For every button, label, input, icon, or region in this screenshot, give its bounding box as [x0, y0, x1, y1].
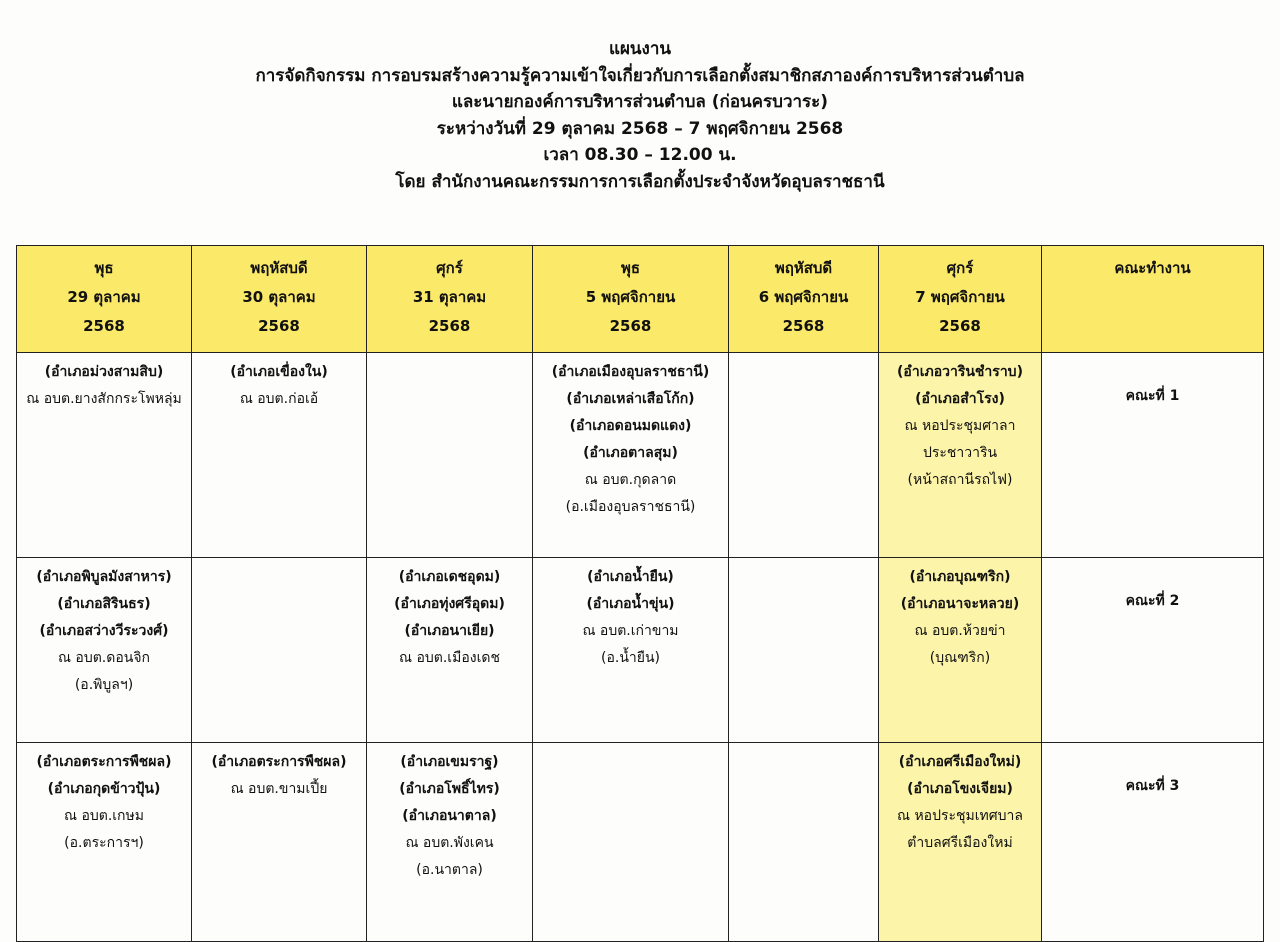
column-header: ศุกร์ 31 ตุลาคม 2568	[367, 246, 533, 353]
column-header: พุธ 5 พฤศจิกายน 2568	[533, 246, 729, 353]
schedule-cell-highlighted: (อำเภอบุณฑริก) (อำเภอนาจะหลวย) ณ อบต.ห้วยข่า (บุณฑริก)	[879, 558, 1042, 743]
schedule-cell: (อำเภอเดชอุดม) (อำเภอทุ่งศรีอุดม) (อำเภอนาเยีย) ณ อบต.เมืองเดช	[367, 558, 533, 743]
document-heading	[0, 36, 1280, 195]
team-cell: คณะที่ 1	[1042, 353, 1264, 558]
heading-line-6: โดย สำนักงานคณะกรรมการการเลือกตั้งประจำจังหวัดอุบลราชธานี	[395, 171, 885, 192]
column-header: พฤหัสบดี 30 ตุลาคม 2568	[192, 246, 367, 353]
column-header: ศุกร์ 7 พฤศจิกายน 2568	[879, 246, 1042, 353]
schedule-cell: (อำเภอน้ำยืน) (อำเภอน้ำขุ่น) ณ อบต.เก่าขาม (อ.น้ำยืน)	[533, 558, 729, 743]
heading-line-5: เวลา 08.30 – 12.00 น.	[543, 145, 737, 165]
schedule-cell: (อำเภอม่วงสามสิบ) ณ อบต.ยางสักกระโพหลุ่ม	[17, 353, 192, 558]
heading-line-3: และนายกองค์การบริหารส่วนตำบล (ก่อนครบวาระ)	[451, 92, 829, 112]
schedule-cell: (อำเภอตระการพืชผล) (อำเภอกุดข้าวปุ้น) ณ อบต.เกษม (อ.ตระการฯ)	[17, 743, 192, 942]
table-row	[17, 558, 1264, 743]
schedule-cell: (อำเภอพิบูลมังสาหาร) (อำเภอสิรินธร) (อำเภอสว่างวีระวงศ์) ณ อบต.ดอนจิก (อ.พิบูลฯ)	[17, 558, 192, 743]
schedule-cell	[533, 743, 729, 942]
schedule-cell-highlighted: (อำเภอศรีเมืองใหม่) (อำเภอโขงเจียม) ณ หอประชุมเทศบาล ตำบลศรีเมืองใหม่	[879, 743, 1042, 942]
schedule-cell: (อำเภอเมืองอุบลราชธานี) (อำเภอเหล่าเสือโก้ก) (อำเภอดอนมดแดง) (อำเภอตาลสุม) ณ อบต.กุดลาด (อ.เมืองอุบลราชธานี)	[533, 353, 729, 558]
schedule-table	[16, 245, 1264, 942]
schedule-cell	[729, 558, 879, 743]
table-row	[17, 353, 1264, 558]
table-row	[17, 743, 1264, 942]
schedule-cell: (อำเภอตระการพืชผล) ณ อบต.ขามเปี้ย	[192, 743, 367, 942]
schedule-cell: (อำเภอเขื่องใน) ณ อบต.ก่อเอ้	[192, 353, 367, 558]
schedule-cell-highlighted: (อำเภอวารินชำราบ) (อำเภอสำโรง) ณ หอประชุมศาลา ประชาวาริน (หน้าสถานีรถไฟ)	[879, 353, 1042, 558]
schedule-cell	[729, 743, 879, 942]
column-header: พุธ 29 ตุลาคม 2568	[17, 246, 192, 353]
schedule-cell	[192, 558, 367, 743]
schedule-cell	[729, 353, 879, 558]
schedule-cell	[367, 353, 533, 558]
team-column-header: คณะทำงาน	[1042, 246, 1264, 353]
column-header: พฤหัสบดี 6 พฤศจิกายน 2568	[729, 246, 879, 353]
team-cell: คณะที่ 3	[1042, 743, 1264, 942]
heading-line-4: ระหว่างวันที่ 29 ตุลาคม 2568 – 7 พฤศจิกายน 2568	[436, 118, 844, 139]
heading-line-2: การจัดกิจกรรม การอบรมสร้างความรู้ความเข้าใจเกี่ยวกับการเลือกตั้งสมาชิกสภาองค์การบริหารส่วนตำบล	[255, 65, 1025, 86]
heading-title: แผนงาน	[608, 39, 671, 59]
header-row	[17, 246, 1264, 353]
team-cell: คณะที่ 2	[1042, 558, 1264, 743]
schedule-cell: (อำเภอเขมราฐ) (อำเภอโพธิ์ไทร) (อำเภอนาตาล) ณ อบต.พังเคน (อ.นาตาล)	[367, 743, 533, 942]
